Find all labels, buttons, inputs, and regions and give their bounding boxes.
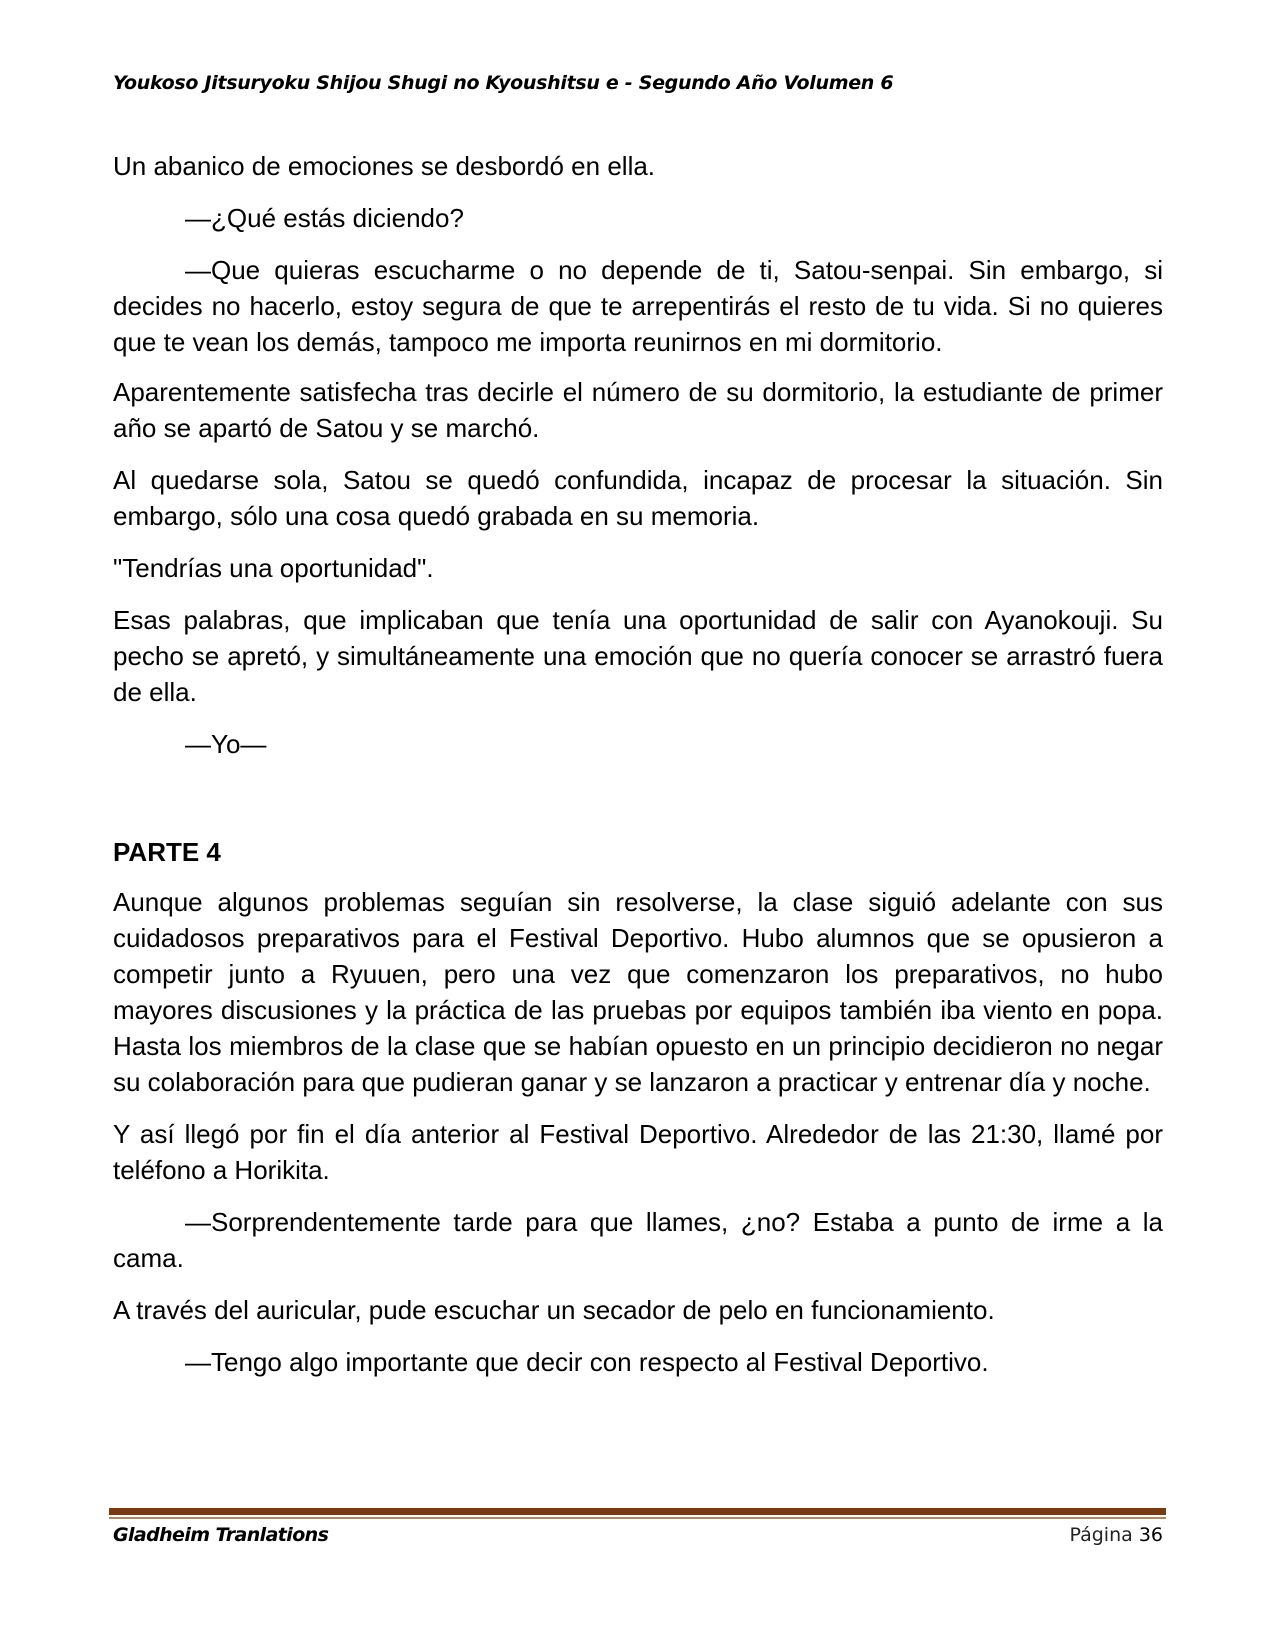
page-number [1069, 1524, 1163, 1546]
footer-publisher: Gladheim Tranlations [113, 1524, 329, 1546]
paragraph: Aparentemente satisfecha tras decirle el número de su dormitorio, la estudiante de primer año se apartó de Satou y se marchó. [113, 377, 1163, 443]
dialogue-line: —Yo— [185, 729, 267, 759]
dialogue-line: —Sorprendentemente tarde para que llames, ¿no? Estaba a punto de irme a la cama. [113, 1207, 1163, 1273]
running-header: Youkoso Jitsuryoku Shijou Shugi no Kyoushitsu e - Segundo Año Volumen 6 [113, 72, 894, 94]
footer-divider-thick [109, 1508, 1166, 1515]
dialogue-line: —¿Qué estás diciendo? [185, 203, 464, 233]
dialogue-line: —Que quieras escucharme o no depende de ti, Satou-senpai. Sin embargo, si decides no hacerlo, estoy segura de que te arrepentirás el resto de tu vida. Si no quieres que te vean los demás, tampoco me importa reunirnos en mi dormitorio. [113, 255, 1163, 357]
paragraph: Y así llegó por fin el día anterior al Festival Deportivo. Alrededor de las 21:30, llamé por teléfono a Horikita. [113, 1119, 1163, 1185]
dialogue-line: —Tengo algo importante que decir con respecto al Festival Deportivo. [185, 1347, 989, 1377]
section-heading: PARTE 4 [113, 837, 221, 867]
paragraph: "Tendrías una oportunidad". [113, 553, 434, 583]
footer-divider [109, 1508, 1166, 1519]
footer-divider-thin [109, 1517, 1166, 1519]
paragraph: Esas palabras, que implicaban que tenía una oportunidad de salir con Ayanokouji. Su pecho se apretó, y simultáneamente una emoción que no quería conocer se arrastró fuera de ella. [113, 605, 1163, 707]
paragraph: Aunque algunos problemas seguían sin resolverse, la clase siguió adelante con sus cuidadosos preparativos para el Festival Deportivo. Hubo alumnos que se opusieron a competir junto a Ryuuen, pero una vez que comenzaron los preparativos, no hubo mayores discusiones y la práctica de las pruebas por equipos también iba viento en popa. Hasta los miembros de la clase que se habían opuesto en un principio decidieron no negar su colaboración para que pudieran ganar y se lanzaron a practicar y entrenar día y noche. [113, 887, 1163, 1097]
page-number-value: 36 [1138, 1524, 1163, 1546]
page-label: Página [1069, 1524, 1133, 1546]
body-text [113, 148, 1163, 1396]
paragraph: A través del auricular, pude escuchar un secador de pelo en funcionamiento. [113, 1295, 995, 1325]
blank-space [113, 778, 1163, 834]
paragraph: Al quedarse sola, Satou se quedó confundida, incapaz de procesar la situación. Sin embargo, sólo una cosa quedó grabada en su memoria. [113, 465, 1163, 531]
paragraph: Un abanico de emociones se desbordó en ella. [113, 151, 656, 181]
